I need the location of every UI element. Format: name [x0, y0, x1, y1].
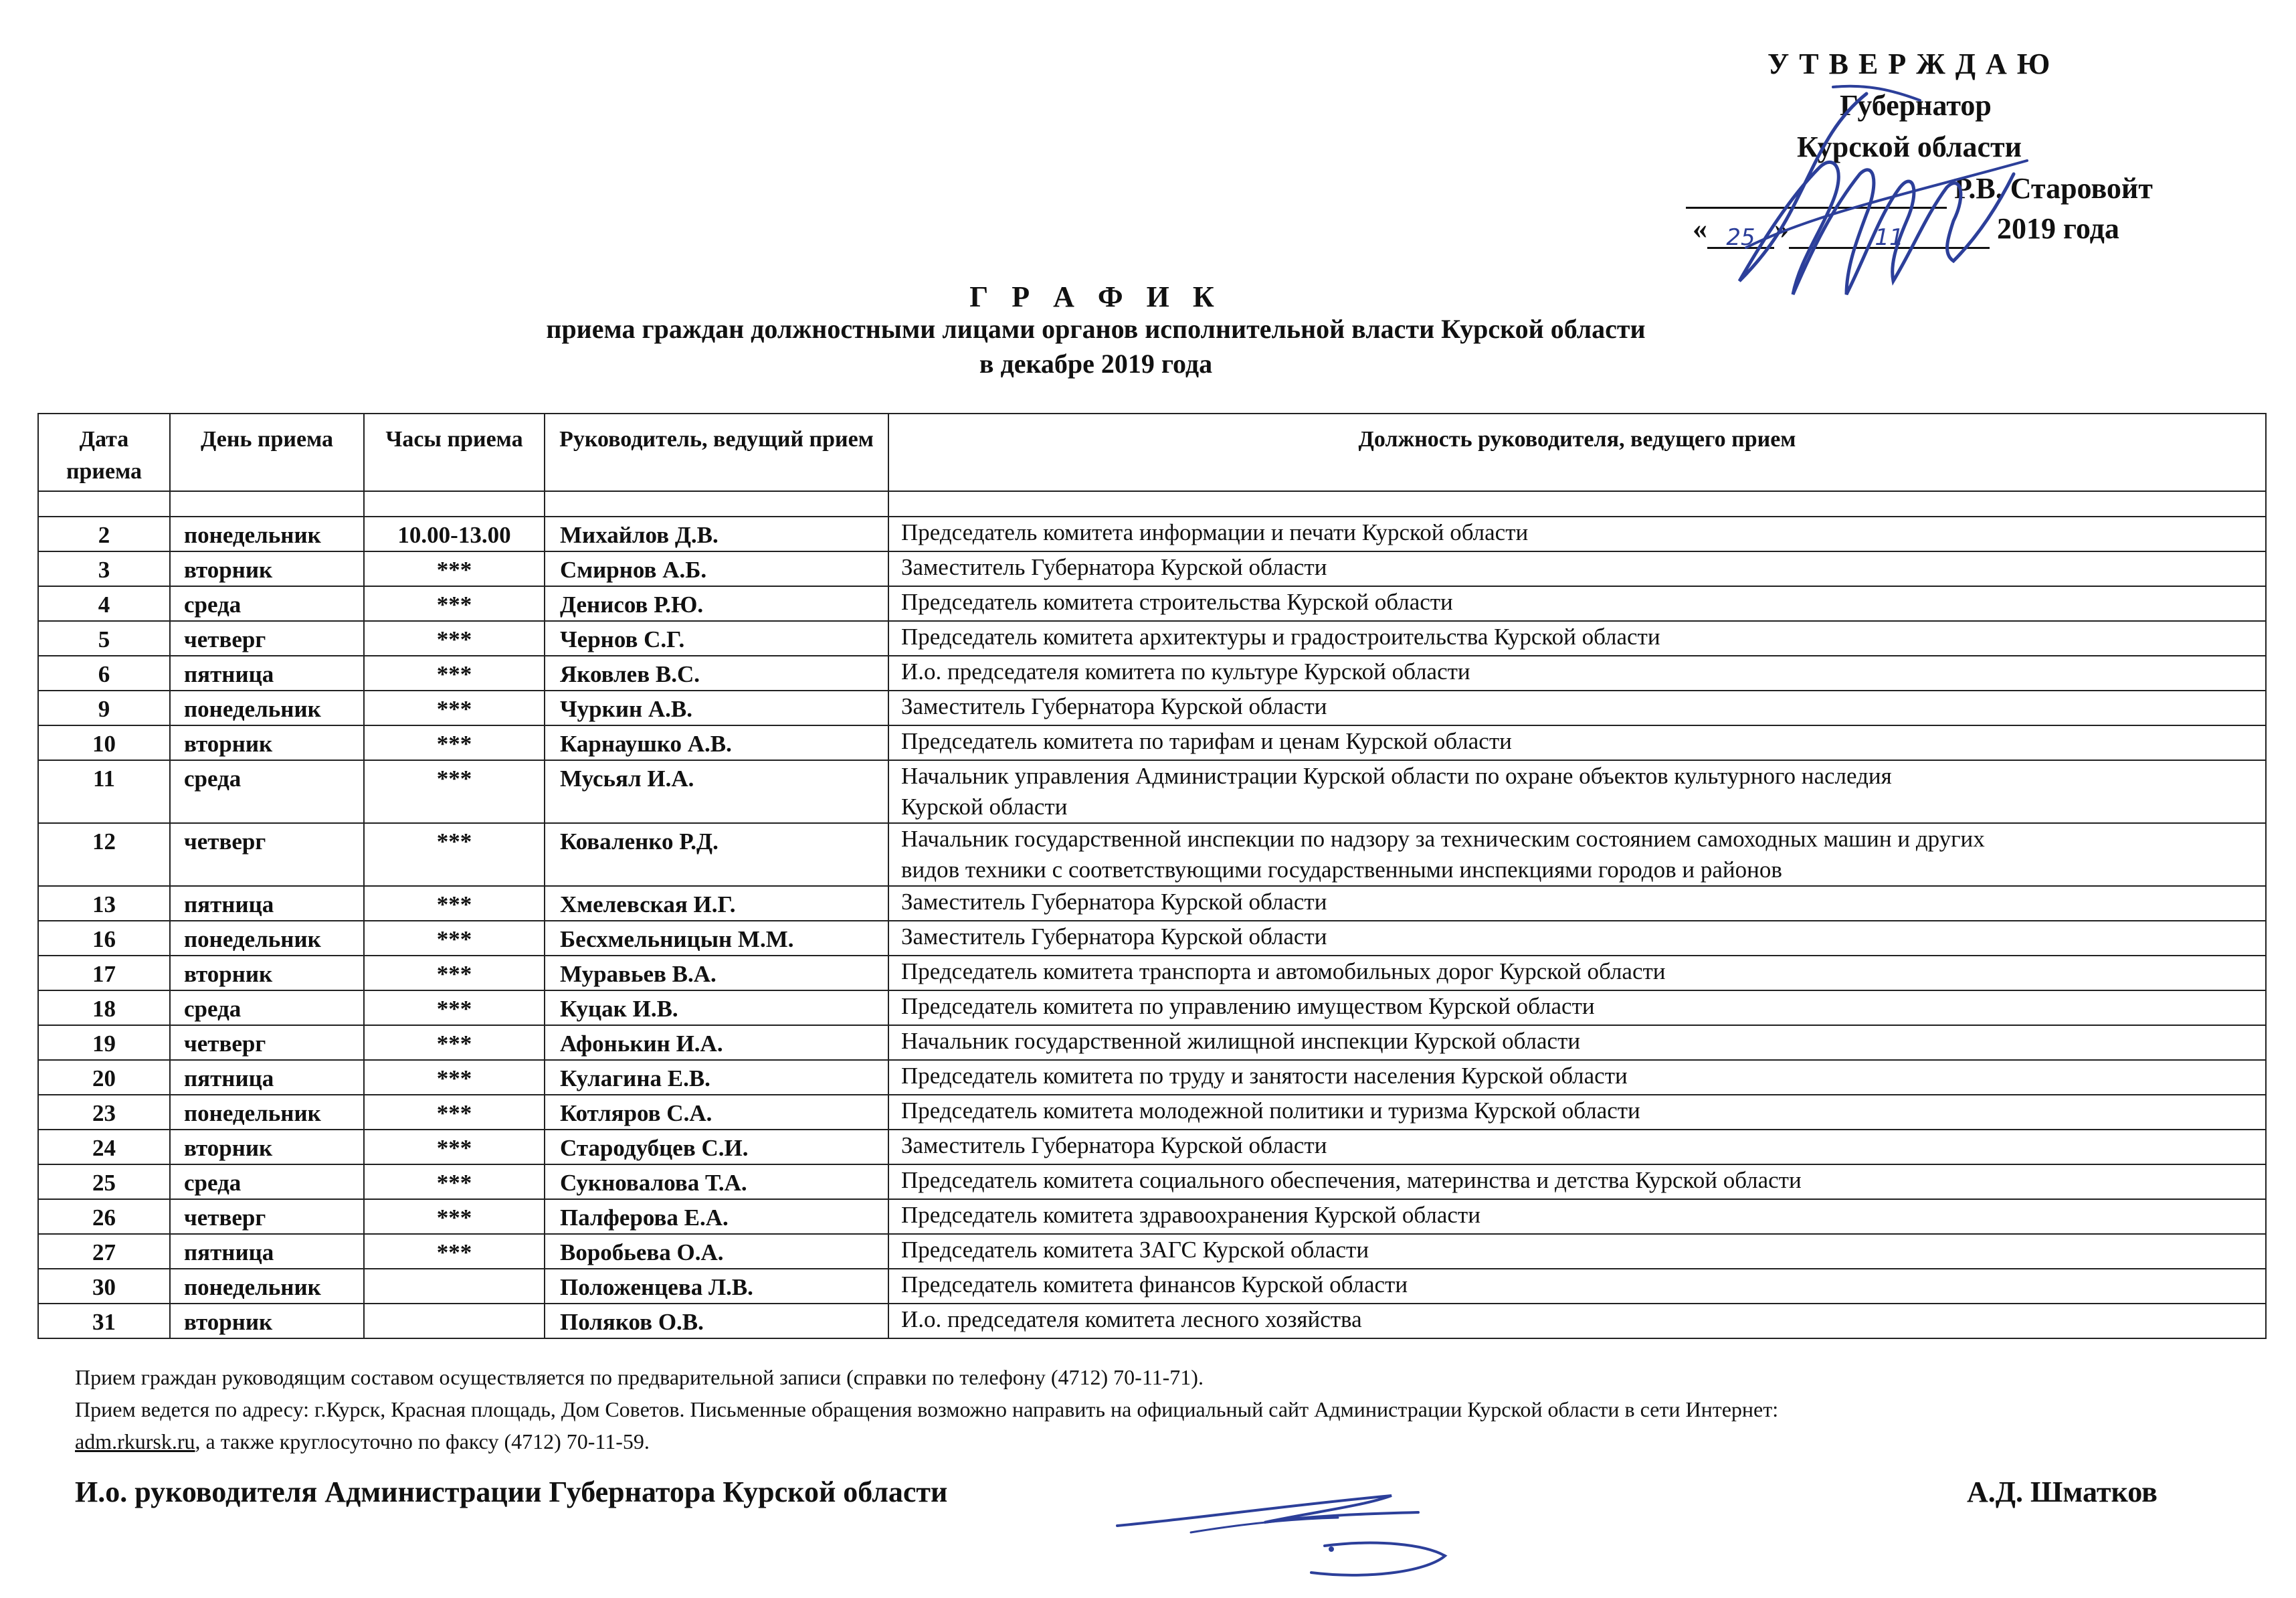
- row-day: понедельник: [170, 691, 364, 725]
- date-year: 2019 года: [1997, 212, 2119, 245]
- col-header-hours: Часы приема: [364, 414, 545, 491]
- row-leader: Яковлев В.С.: [545, 656, 888, 691]
- row-leader: Поляков О.В.: [545, 1304, 888, 1338]
- table-row: [38, 1164, 2266, 1199]
- row-position-line1: Председатель комитета архитектуры и градостроительства Курской области: [901, 624, 1660, 650]
- row-day: вторник: [170, 725, 364, 760]
- row-leader: Карнаушко А.В.: [545, 725, 888, 760]
- row-day: вторник: [170, 1304, 364, 1338]
- date-open-quote: «: [1693, 212, 1707, 245]
- row-hours: ***: [364, 823, 545, 886]
- col-header-leader: Руководитель, ведущий прием: [545, 414, 888, 491]
- document-subtitle-line1: приема граждан должностными лицами органов исполнительной власти Курской области: [546, 314, 1646, 344]
- site-link[interactable]: adm.rkursk.ru: [75, 1429, 195, 1453]
- row-position-line1: Заместитель Губернатора Курской области: [901, 889, 1327, 915]
- row-leader: Куцак И.В.: [545, 990, 888, 1025]
- row-hours: ***: [364, 1164, 545, 1199]
- row-hours: ***: [364, 1060, 545, 1095]
- table-row: [38, 1234, 2266, 1269]
- row-leader: Коваленко Р.Д.: [545, 823, 888, 886]
- row-position: [888, 691, 2266, 725]
- row-position-line1: Председатель комитета по тарифам и ценам Курской области: [901, 728, 1512, 754]
- row-leader: Чуркин А.В.: [545, 691, 888, 725]
- row-date: 4: [38, 586, 170, 621]
- table-row: [38, 823, 2266, 886]
- row-day: понедельник: [170, 921, 364, 956]
- row-date: 16: [38, 921, 170, 956]
- row-position: [888, 517, 2266, 551]
- row-position-line1: Председатель комитета строительства Курской области: [901, 589, 1453, 615]
- row-position-line1: Начальник управления Администрации Курской области по охране объектов культурного наследия: [901, 763, 1892, 789]
- row-leader: Муравьев В.А.: [545, 956, 888, 990]
- table-spacer-row: [38, 491, 2266, 517]
- table-header-row: [38, 414, 2266, 491]
- row-hours: [364, 1304, 545, 1338]
- row-day: понедельник: [170, 1095, 364, 1130]
- row-position-line1: И.о. председателя комитета по культуре Курской области: [901, 658, 1470, 685]
- row-leader: Хмелевская И.Г.: [545, 886, 888, 921]
- document-subtitle-line2: в декабре 2019 года: [979, 349, 1213, 379]
- row-position-line1: Председатель комитета здравоохранения Курской области: [901, 1202, 1480, 1228]
- row-day: пятница: [170, 886, 364, 921]
- row-date: 11: [38, 760, 170, 823]
- row-hours: ***: [364, 1025, 545, 1060]
- row-leader: Воробьева О.А.: [545, 1234, 888, 1269]
- row-position: [888, 1025, 2266, 1060]
- footer-note3: [75, 1425, 2249, 1457]
- row-hours: ***: [364, 760, 545, 823]
- table-row: [38, 621, 2266, 656]
- col-header-date: Дата приема: [38, 414, 170, 491]
- row-position: [888, 956, 2266, 990]
- row-leader: Палферова Е.А.: [545, 1199, 888, 1234]
- row-hours: ***: [364, 656, 545, 691]
- row-date: 19: [38, 1025, 170, 1060]
- row-hours: ***: [364, 1199, 545, 1234]
- footer-note2: Прием ведется по адресу: г.Курск, Красная площадь, Дом Советов. Письменные обращения возможно направить на официальный сайт Администрации Курской области в сети Интернет:: [75, 1397, 1779, 1421]
- row-hours: ***: [364, 1095, 545, 1130]
- row-date: 13: [38, 886, 170, 921]
- table-row: [38, 1199, 2266, 1234]
- date-close-quote: »: [1774, 212, 1789, 245]
- row-hours: [364, 1269, 545, 1304]
- table-row: [38, 551, 2266, 586]
- row-hours: ***: [364, 1130, 545, 1164]
- row-position-line1: Председатель комитета финансов Курской области: [901, 1271, 1408, 1298]
- row-day: среда: [170, 586, 364, 621]
- row-leader: Стародубцев С.И.: [545, 1130, 888, 1164]
- row-position: [888, 1164, 2266, 1199]
- row-leader: Бесхмельницын М.М.: [545, 921, 888, 956]
- table-row: [38, 921, 2266, 956]
- row-position-line1: Заместитель Губернатора Курской области: [901, 554, 1327, 580]
- row-date: 20: [38, 1060, 170, 1095]
- col-header-position: Должность руководителя, ведущего прием: [888, 414, 2266, 491]
- row-day: понедельник: [170, 1269, 364, 1304]
- row-date: 24: [38, 1130, 170, 1164]
- row-date: 27: [38, 1234, 170, 1269]
- row-position: [888, 1130, 2266, 1164]
- row-date: 17: [38, 956, 170, 990]
- approval-position-line1: Губернатор: [1840, 89, 1992, 122]
- row-position-line1: Председатель комитета ЗАГС Курской области: [901, 1237, 1369, 1263]
- row-leader: Смирнов А.Б.: [545, 551, 888, 586]
- row-leader: Денисов Р.Ю.: [545, 586, 888, 621]
- table-row: [38, 691, 2266, 725]
- row-leader: Кулагина Е.В.: [545, 1060, 888, 1095]
- row-position: [888, 656, 2266, 691]
- signer-name: А.Д. Шматков: [1967, 1476, 2158, 1508]
- signer-position: И.о. руководителя Администрации Губернатора Курской области: [75, 1476, 948, 1508]
- row-position: [888, 621, 2266, 656]
- row-position-line1: Председатель комитета по труду и занятости населения Курской области: [901, 1063, 1628, 1089]
- row-hours: ***: [364, 956, 545, 990]
- row-day: четверг: [170, 823, 364, 886]
- table-row: [38, 760, 2266, 823]
- row-day: пятница: [170, 1060, 364, 1095]
- row-position: [888, 551, 2266, 586]
- document-title: Г Р А Ф И К: [969, 280, 1222, 313]
- approval-name: Р.В. Старовойт: [1954, 172, 2153, 205]
- row-day: вторник: [170, 551, 364, 586]
- row-date: 23: [38, 1095, 170, 1130]
- row-hours: ***: [364, 691, 545, 725]
- row-position: [888, 1234, 2266, 1269]
- row-position: [888, 1095, 2266, 1130]
- row-day: четверг: [170, 1025, 364, 1060]
- table-row: [38, 1304, 2266, 1338]
- row-day: пятница: [170, 656, 364, 691]
- row-day: вторник: [170, 956, 364, 990]
- row-position: [888, 886, 2266, 921]
- row-day: четверг: [170, 1199, 364, 1234]
- row-position-line2: видов техники с соответствующими государственными инспекциями городов и районов: [901, 857, 1782, 883]
- table-row: [38, 656, 2266, 691]
- table-row: [38, 1095, 2266, 1130]
- row-date: 30: [38, 1269, 170, 1304]
- row-position-line1: Председатель комитета молодежной политики и туризма Курской области: [901, 1097, 1640, 1124]
- col-header-day: День приема: [170, 414, 364, 491]
- row-hours: ***: [364, 1234, 545, 1269]
- row-leader: Положенцева Л.В.: [545, 1269, 888, 1304]
- handwritten-signature-icon: [1111, 1466, 1485, 1586]
- approval-position-line2: Курской области: [1797, 130, 2022, 163]
- footer-note3-rest: , а также круглосуточно по факсу (4712) 70-11-59.: [195, 1429, 650, 1453]
- approval-title: У Т В Е Р Ж Д А Ю: [1767, 48, 2052, 80]
- row-position-line1: Председатель комитета социального обеспечения, материнства и детства Курской области: [901, 1167, 1802, 1193]
- table-row: [38, 956, 2266, 990]
- row-date: 26: [38, 1199, 170, 1234]
- row-position-line1: Заместитель Губернатора Курской области: [901, 923, 1327, 950]
- row-date: 18: [38, 990, 170, 1025]
- table-row: [38, 1060, 2266, 1095]
- row-leader: Сукновалова Т.А.: [545, 1164, 888, 1199]
- row-day: среда: [170, 760, 364, 823]
- row-date: 31: [38, 1304, 170, 1338]
- row-date: 3: [38, 551, 170, 586]
- row-leader: Чернов С.Г.: [545, 621, 888, 656]
- row-position-line1: Заместитель Губернатора Курской области: [901, 1132, 1327, 1158]
- row-day: вторник: [170, 1130, 364, 1164]
- row-date: 5: [38, 621, 170, 656]
- table-row: [38, 1269, 2266, 1304]
- row-hours: ***: [364, 725, 545, 760]
- row-hours: ***: [364, 551, 545, 586]
- row-position: [888, 1199, 2266, 1234]
- row-hours: ***: [364, 586, 545, 621]
- date-month: 11: [1789, 217, 1990, 249]
- row-position: [888, 823, 2266, 886]
- row-position: [888, 1060, 2266, 1095]
- row-leader: Афонькин И.А.: [545, 1025, 888, 1060]
- row-hours: ***: [364, 921, 545, 956]
- row-day: четверг: [170, 621, 364, 656]
- row-hours: 10.00-13.00: [364, 517, 545, 551]
- row-day: понедельник: [170, 517, 364, 551]
- row-position-line1: Начальник государственной жилищной инспекции Курской области: [901, 1028, 1581, 1054]
- table-row: [38, 1130, 2266, 1164]
- row-position: [888, 725, 2266, 760]
- row-position: [888, 1269, 2266, 1304]
- row-leader: Котляров С.А.: [545, 1095, 888, 1130]
- row-day: пятница: [170, 1234, 364, 1269]
- row-date: 6: [38, 656, 170, 691]
- table-row: [38, 725, 2266, 760]
- row-hours: ***: [364, 886, 545, 921]
- row-date: 2: [38, 517, 170, 551]
- row-position: [888, 990, 2266, 1025]
- table-row: [38, 517, 2266, 551]
- table-row: [38, 1025, 2266, 1060]
- row-position-line1: И.о. председателя комитета лесного хозяйства: [901, 1306, 1362, 1332]
- row-date: 10: [38, 725, 170, 760]
- row-leader: Мусьял И.А.: [545, 760, 888, 823]
- row-position: [888, 760, 2266, 823]
- schedule-table: [37, 413, 2267, 1339]
- row-date: 9: [38, 691, 170, 725]
- row-position-line1: Председатель комитета по управлению имуществом Курской области: [901, 993, 1595, 1019]
- row-position: [888, 586, 2266, 621]
- row-day: среда: [170, 990, 364, 1025]
- row-position-line1: Заместитель Губернатора Курской области: [901, 693, 1327, 719]
- row-hours: ***: [364, 621, 545, 656]
- table-row: [38, 990, 2266, 1025]
- row-leader: Михайлов Д.В.: [545, 517, 888, 551]
- row-position-line1: Председатель комитета информации и печати Курской области: [901, 519, 1529, 545]
- date-day: 25: [1707, 217, 1774, 249]
- table-row: [38, 886, 2266, 921]
- table-row: [38, 586, 2266, 621]
- row-position: [888, 1304, 2266, 1338]
- row-date: 25: [38, 1164, 170, 1199]
- row-position-line1: Председатель комитета транспорта и автомобильных дорог Курской области: [901, 958, 1666, 984]
- row-day: среда: [170, 1164, 364, 1199]
- footer-note1: Прием граждан руководящим составом осуществляется по предварительной записи (справки по телефону (4712) 70-11-71).: [75, 1365, 1204, 1389]
- row-position-line1: Начальник государственной инспекции по надзору за техническим состоянием самоходных машин и других: [901, 826, 1985, 852]
- row-position-line2: Курской области: [901, 794, 1068, 820]
- row-date: 12: [38, 823, 170, 886]
- row-hours: ***: [364, 990, 545, 1025]
- row-position: [888, 921, 2266, 956]
